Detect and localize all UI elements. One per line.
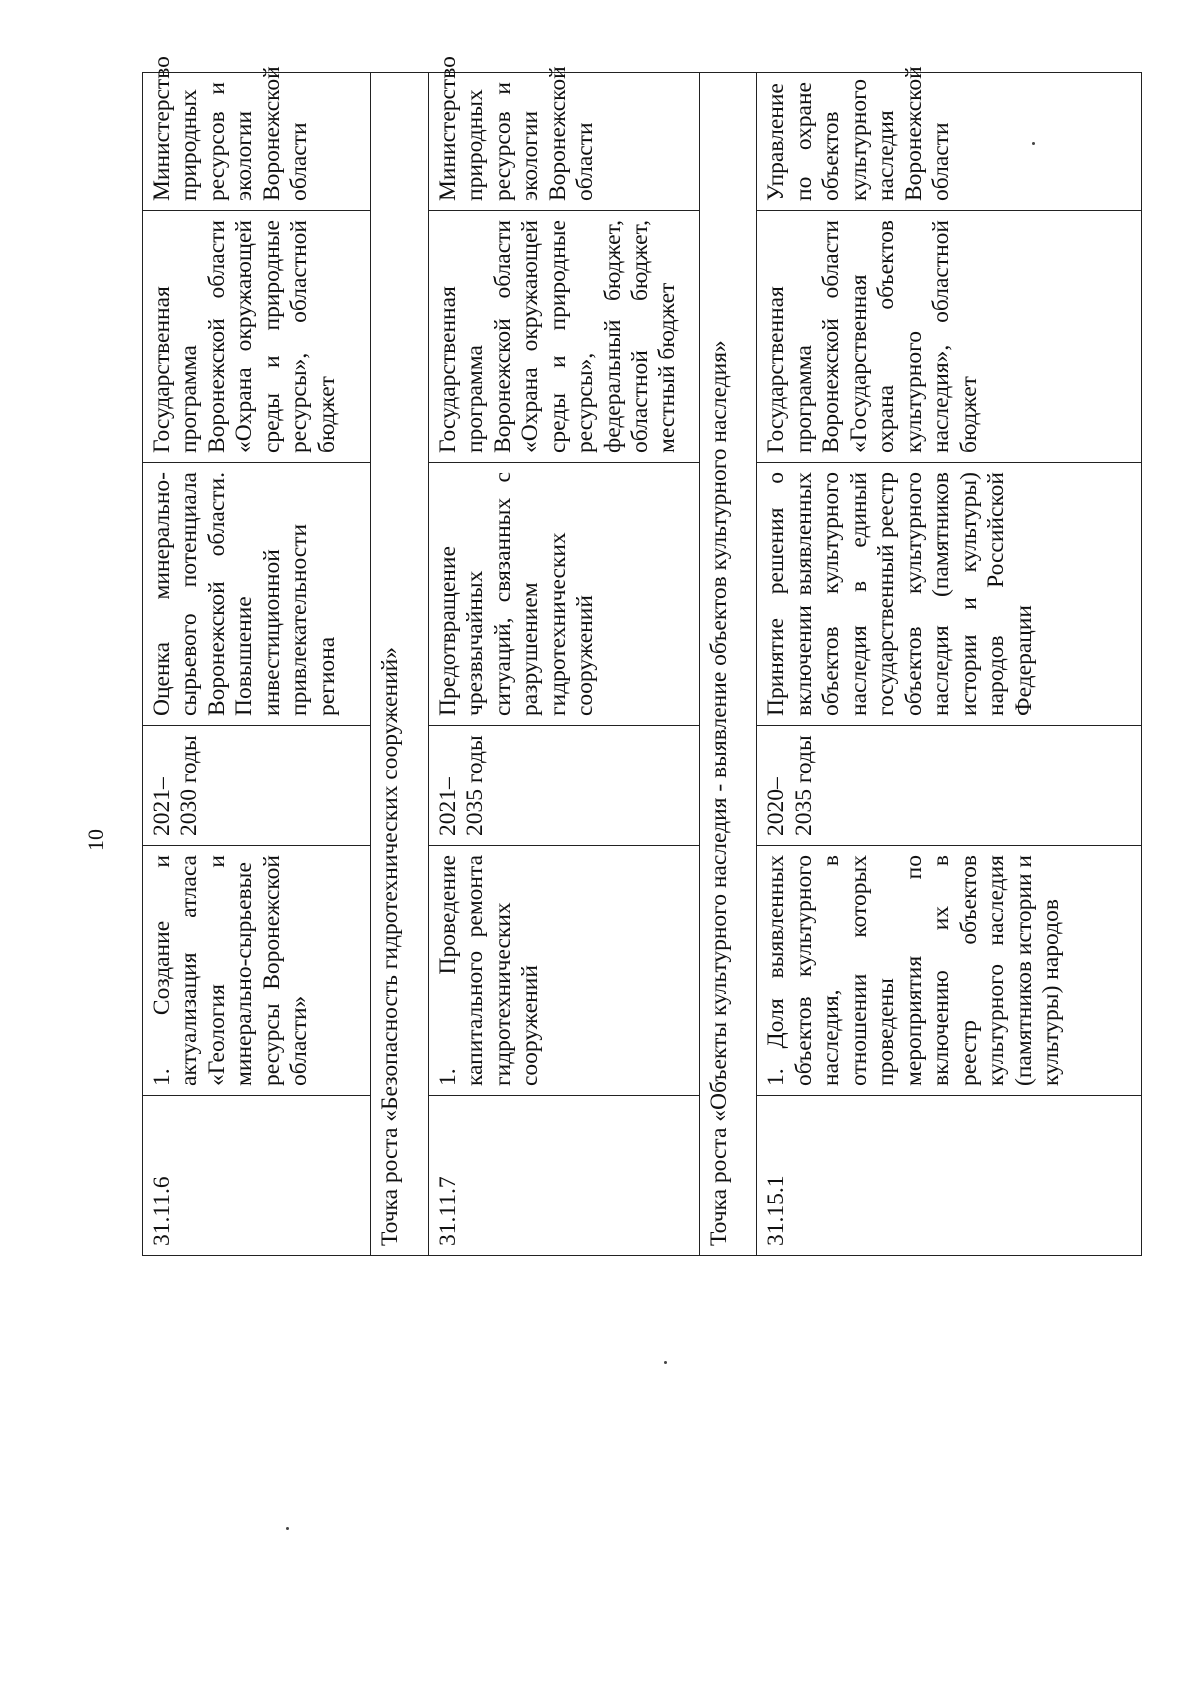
table-row bbox=[143, 73, 371, 1256]
table-row bbox=[757, 73, 1142, 1256]
measure-title: 1. Проведение капитального ремонта гидротехнических сооружений bbox=[428, 846, 699, 1096]
scan-speck bbox=[664, 1361, 667, 1364]
program-measures-table bbox=[142, 56, 1142, 1256]
rotated-page-content bbox=[142, 56, 1142, 1256]
implementation-period: 2020–2035 годы bbox=[757, 726, 1142, 846]
measure-title: 1. Создание и актуализация атласа «Геология и минерально-сырьевые ресурсы Воронежской области» bbox=[143, 846, 371, 1096]
section-row bbox=[700, 73, 757, 1256]
page-number: 10 bbox=[83, 829, 108, 851]
responsible-executor: Управление по охране объектов культурного наследия Воронежской области bbox=[757, 73, 1142, 211]
funding-source: Государственная программа Воронежской области «Государственная охрана объектов культурного наследия», областной бюджет bbox=[757, 211, 1142, 463]
funding-source: Государственная программа Воронежской области «Охрана окружающей среды и природные ресурсы», федеральный бюджет, областной бюджет, местный бюджет bbox=[428, 211, 699, 463]
expected-result: Принятие решения о включении выявленных объектов культурного наследия в единый государственный реестр объектов культурного наследия (памятников истории и культуры) народов Российской Федерации bbox=[757, 463, 1142, 726]
section-heading: Точка роста «Объекты культурного наследия - выявление объектов культурного наследия» bbox=[700, 73, 757, 1256]
row-number: 31.15.1 bbox=[757, 1096, 1142, 1256]
responsible-executor: Министерство природных ресурсов и экологии Воронежской области bbox=[428, 73, 699, 211]
responsible-executor: Министерство природных ресурсов и экологии Воронежской области bbox=[143, 73, 371, 211]
expected-result: Предотвращение чрезвычайных ситуаций, связанных с разрушением гидротехнических сооружений bbox=[428, 463, 699, 726]
implementation-period: 2021–2030 годы bbox=[143, 726, 371, 846]
implementation-period: 2021–2035 годы bbox=[428, 726, 699, 846]
row-number: 31.11.6 bbox=[143, 1096, 371, 1256]
funding-source: Государственная программа Воронежской области «Охрана окружающей среды и природные ресурсы», областной бюджет bbox=[143, 211, 371, 463]
section-row bbox=[371, 73, 428, 1256]
scan-speck bbox=[1032, 142, 1035, 145]
section-heading: Точка роста «Безопасность гидротехнических сооружений» bbox=[371, 73, 428, 1256]
measure-title: 1. Доля выявленных объектов культурного наследия, в отношении которых проведены мероприятия по включению их в реестр объектов культурного наследия (памятников истории и культуры) народов bbox=[757, 846, 1142, 1096]
expected-result: Оценка минерально-сырьевого потенциала Воронежской области. Повышение инвестиционной привлекательности региона bbox=[143, 463, 371, 726]
row-number: 31.11.7 bbox=[428, 1096, 699, 1256]
scan-speck bbox=[286, 1527, 289, 1530]
table-row bbox=[428, 73, 699, 1256]
